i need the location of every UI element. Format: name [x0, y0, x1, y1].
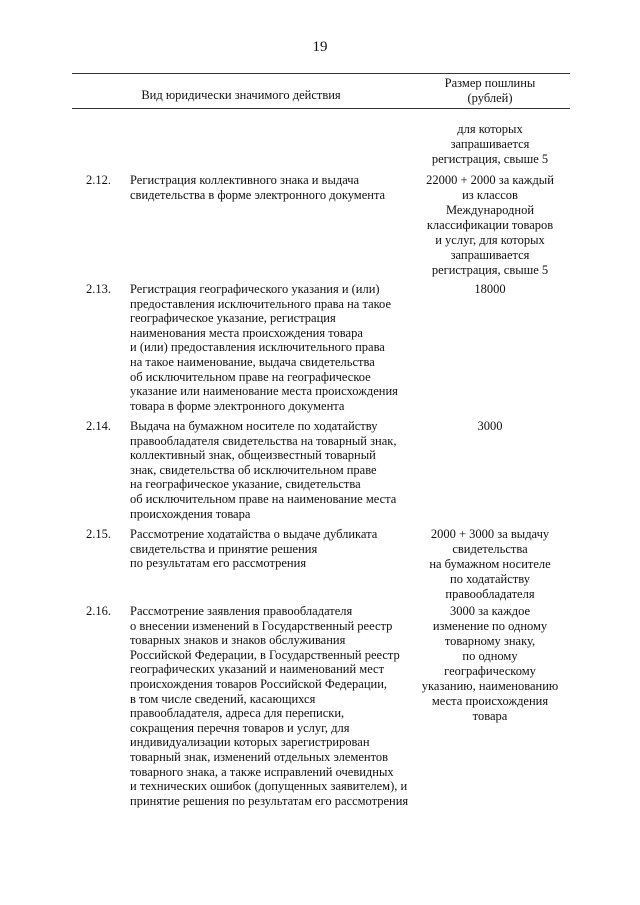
row-fee: 22000 + 2000 за каждый из классов Международной классификации товаров и услуг, для которых запрашивается регистрация, свыше 5	[426, 173, 554, 277]
row-number: 2.16.	[86, 604, 111, 618]
row-fee: 3000	[477, 419, 503, 433]
row-description: Выдача на бумажном носителе по ходатайству правообладателя свидетельства на товарный знак, коллективный знак, общеизвестный товарный знак, свидетельства об исключительном праве на географическое указание, свидетельства об исключительном праве на наименование места происхождения товара	[130, 419, 397, 521]
row-fee: 3000 за каждое изменение по одному товарному знаку, по одному географическому указанию, наименованию места происхождения товара	[421, 604, 559, 723]
row-number: 2.12.	[86, 173, 111, 187]
row-description: Рассмотрение ходатайства о выдаче дубликата свидетельства и принятие решения по результатам его рассмотрения	[130, 527, 378, 571]
row-description: Регистрация географического указания и (или) предоставления исключительного права на такое географическое указание, регистрация наименования места происхождения товара и (или) предоставления исключительного права на такое наименование, выдача свидетельства об исключительном праве на географическое указание или наименование места происхождения товара в форме электронного документа	[130, 282, 398, 413]
table-top-rule	[72, 73, 570, 74]
row-fee: 18000	[474, 282, 506, 296]
continued-fee-text: для которых запрашивается регистрация, свыше 5	[431, 122, 549, 166]
row-description: Рассмотрение заявления правообладателя о внесении изменений в Государственный реестр товарных знаков и знаков обслуживания Российской Федерации, в Государственный реестр географических указаний и наименований мест происхождения товаров Российской Федерации, в том числе сведений, касающихся правообладателя, адреса для переписки, сокращения перечня товаров и услуг, для индивидуализации которых зарегистрирован товарный знак, изменений отдельных элементов товарного знака, а также исправлений очевидных и технических ошибок (допущенных заявителем), и принятие решения по результатам его рассмотрения	[130, 604, 409, 808]
row-number: 2.13.	[86, 282, 111, 296]
row-number: 2.14.	[86, 419, 111, 433]
header-fee-column: Размер пошлины (рублей)	[444, 76, 536, 105]
row-number: 2.15.	[86, 527, 111, 541]
header-bottom-rule	[72, 108, 570, 109]
header-action-column: Вид юридически значимого действия	[141, 88, 341, 102]
row-description: Регистрация коллективного знака и выдача свидетельства в форме электронного документа	[130, 173, 386, 202]
page-number: 19	[312, 39, 328, 55]
row-fee: 2000 + 3000 за выдачу свидетельства на бумажном носителе по ходатайству правообладателя	[429, 527, 551, 601]
